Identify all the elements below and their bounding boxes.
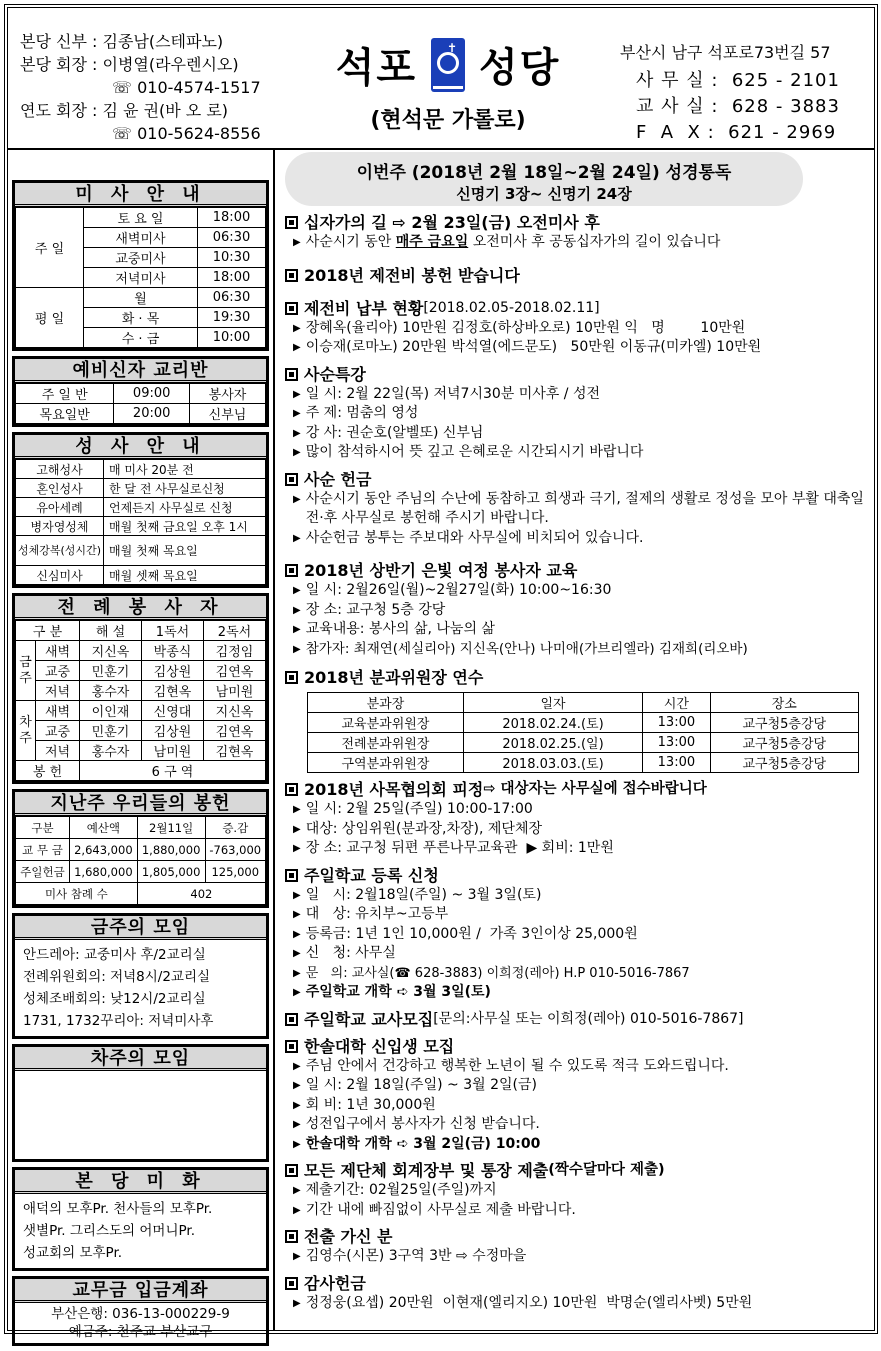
table-cell: 봉 헌 — [16, 761, 80, 781]
table-row — [16, 384, 266, 404]
parish-title: 석포 ✝ 성당 — [318, 36, 578, 93]
sidebar — [12, 180, 269, 1351]
triangle-bullet-icon: ▶ — [293, 1138, 301, 1150]
list-item: ▶ 제출기간: 02월25일(주일)까지 — [285, 1181, 870, 1201]
table-cell: 유아세례 — [16, 498, 104, 517]
list-item: ▶ 강 사: 권순호(알벨또) 신부님 — [285, 424, 870, 444]
table-cell: 13:00 — [643, 733, 710, 753]
section-title: 2018년 제전비 봉헌 받습니다 — [285, 265, 870, 286]
prayer-president-phone: ☏ 010-5624-8556 — [112, 124, 261, 143]
training-table — [307, 692, 859, 773]
table-cell: 민훈기 — [80, 721, 142, 741]
account-info: 부산은행: 036-13-000229-9 예금주: 천주교 부산교구 — [51, 1306, 230, 1340]
list-item: ▶ 기간 내에 빠짐없이 사무실로 제출 바랍니다. — [285, 1201, 870, 1221]
table-row — [16, 883, 266, 905]
section-title: 2018년 사목협의회 피정 ⇨ 대상자는 사무실에 접수바랍니다 — [285, 779, 870, 800]
triangle-bullet-icon: ▶ — [293, 1119, 301, 1130]
table-cell: 금주 — [16, 641, 36, 701]
list-item: ▶ 주님 안에서 건강하고 행복한 노년이 될 수 있도록 적극 도와드립니다. — [285, 1057, 870, 1077]
list-item: ▶ 일 시: 2월26일(월)~2월27일(화) 10:00~16:30 — [285, 581, 870, 601]
table-cell: 새벽미사 — [84, 228, 198, 248]
table-row — [16, 861, 266, 883]
patron-subtitle: (현석문 가롤로) — [370, 108, 526, 133]
section-title: 한솔대학 신입생 모집 — [285, 1036, 870, 1057]
triangle-bullet-icon: ▶ — [293, 823, 301, 835]
triangle-bullet-icon: ▶ — [293, 1251, 301, 1262]
fax-number: F A X : 621 - 2969 — [636, 122, 837, 143]
offerings-box — [12, 789, 269, 908]
triangle-bullet-icon: ▶ — [293, 532, 301, 544]
table-row — [16, 404, 266, 424]
table-row — [16, 817, 266, 839]
prayer-president-row: 연도 회장 : 김 윤 권(바 오 로) — [20, 101, 229, 120]
table-cell: 신심미사 — [16, 566, 104, 585]
triangle-bullet-icon: ▶ — [293, 585, 301, 596]
table-cell: 20:00 — [114, 404, 190, 424]
table-row — [16, 701, 266, 721]
table-cell: 2018.02.24.(토) — [463, 713, 642, 733]
square-bullet-icon — [285, 1040, 298, 1053]
list-item: ▶ 사순시기 동안 매주 금요일 오전미사 후 공동십자가의 길이 있습니다 — [285, 233, 870, 253]
triangle-bullet-icon: ▶ — [293, 1297, 301, 1309]
section-title: 2018년 상반기 은빛 여정 봉사자 교육 — [285, 560, 870, 581]
president-phone: ☏ 010-4574-1517 — [112, 78, 261, 97]
table-row — [16, 517, 266, 536]
president-name: 이병열(라우렌시오) — [102, 55, 239, 74]
table-row — [16, 479, 266, 498]
president-row: 본당 회장 : 이병열(라우렌시오) — [20, 55, 239, 74]
section-moved — [285, 1226, 870, 1267]
table-cell: 증.감 — [205, 817, 266, 839]
box-title: 미 사 안 내 — [15, 183, 266, 207]
table-cell: 2018.02.25.(일) — [463, 733, 642, 753]
table-cell: 혼인성사 — [16, 479, 104, 498]
table-cell: 구역분과위원장 — [308, 753, 464, 773]
section-title: 2018년 분과위원장 연수 — [285, 667, 870, 688]
list-item: ▶ 회 비: 1년 30,000원 — [285, 1096, 870, 1116]
table-cell: 신부님 — [189, 404, 265, 424]
table-cell: 김상원 — [142, 721, 204, 741]
section-lecture — [285, 364, 870, 463]
section-title: 주일학교 등록 신청 — [285, 865, 870, 886]
square-bullet-icon — [285, 564, 298, 577]
triangle-bullet-icon: ▶ — [293, 987, 301, 998]
table-row — [16, 566, 266, 585]
table-cell: -763,000 — [205, 839, 266, 861]
triangle-bullet-icon: ▶ — [293, 322, 301, 334]
table-cell: 19:30 — [198, 308, 266, 328]
table-row — [16, 621, 266, 641]
triangle-bullet-icon: ▶ — [293, 624, 301, 635]
table-cell: 18:00 — [198, 208, 266, 228]
pastor-name: 김종남(스테파노) — [102, 32, 224, 51]
table-cell: 6 구 역 — [80, 761, 266, 781]
parish-title-block — [318, 36, 578, 134]
table-cell: 구 분 — [16, 621, 80, 641]
list-item: ▶ 등록금: 1년 1인 10,000원 / 가족 3인이상 25,000원 — [285, 925, 870, 945]
table-cell: 시간 — [643, 693, 710, 713]
list-item: ▶ 대 상: 유치부~고등부 — [285, 905, 870, 925]
column-divider — [273, 150, 275, 1330]
account-box — [12, 1276, 269, 1346]
teacher-room-phone: 교 사 실 : 628 - 3883 — [636, 96, 840, 117]
table-cell: 홍수자 — [80, 741, 142, 761]
mass-table — [15, 207, 266, 348]
section-sunday-school — [285, 865, 870, 1003]
address: 부산시 남구 석포로73번길 57 — [620, 43, 831, 62]
table-cell: 13:00 — [643, 713, 710, 733]
table-cell: 주 일 반 — [16, 384, 114, 404]
list-item: ▶ 사순시기 동안 주님의 수난에 동참하고 희생과 극기, 절제의 생활로 정성을 모아 부활 대축일 전·후 사무실로 봉헌해 주시기 바랍니다. — [285, 490, 870, 529]
catechumen-box — [12, 356, 269, 427]
list-item: ▶ 일 시: 2월 22일(목) 저녁7시30분 미사후 / 성전 — [285, 385, 870, 405]
triangle-bullet-icon: ▶ — [293, 604, 301, 616]
table-cell: 예산액 — [70, 817, 138, 839]
box-title: 본 당 미 화 — [15, 1170, 266, 1194]
table-cell: 매월 셋째 목요일 — [104, 566, 266, 585]
triangle-bullet-icon: ▶ — [293, 967, 301, 979]
table-cell: 저녁미사 — [84, 268, 198, 288]
table-cell: 교구청5층강당 — [710, 713, 858, 733]
table-cell: 저녁 — [36, 741, 80, 761]
section-cross — [285, 212, 870, 253]
table-cell: 교육분과위원장 — [308, 713, 464, 733]
table-row — [16, 208, 266, 228]
table-cell: 박종식 — [142, 641, 204, 661]
table-cell: 2독서 — [204, 621, 266, 641]
square-bullet-icon — [285, 671, 298, 684]
table-cell: 06:30 — [198, 228, 266, 248]
table-cell: 18:00 — [198, 268, 266, 288]
square-bullet-icon — [285, 869, 298, 882]
square-bullet-icon — [285, 783, 298, 796]
table-row — [16, 681, 266, 701]
table-row — [16, 641, 266, 661]
table-cell: 10:00 — [198, 328, 266, 348]
table-cell: 민훈기 — [80, 661, 142, 681]
table-cell: 교구청5층강당 — [710, 753, 858, 773]
section-offering-2018 — [285, 265, 870, 286]
table-cell: 김연옥 — [204, 661, 266, 681]
table-cell: 토 요 일 — [84, 208, 198, 228]
staff-info — [20, 30, 261, 145]
triangle-bullet-icon: ▶ — [293, 237, 301, 248]
list-item: ▶ 김영수(시몬) 3구역 3반 ⇨ 수정마을 — [285, 1247, 870, 1267]
table-cell: 봉사자 — [189, 384, 265, 404]
table-cell: 홍수자 — [80, 681, 142, 701]
table-row — [16, 761, 266, 781]
table-row — [308, 733, 859, 753]
list-item: ▶ 한솔대학 개학 ➪ 3월 2일(금) 10:00 — [285, 1135, 870, 1155]
triangle-bullet-icon: ▶ — [293, 928, 301, 940]
section-title: 사순 헌금 — [285, 469, 870, 490]
table-cell: 미사 참례 수 — [16, 883, 138, 905]
table-cell: 김연옥 — [204, 721, 266, 741]
square-bullet-icon — [285, 216, 298, 229]
table-row — [308, 693, 859, 713]
list-item: ▶ 대상: 상임위원(분과장,차장), 제단체장 — [285, 820, 870, 840]
triangle-bullet-icon: ▶ — [293, 408, 301, 419]
square-bullet-icon — [285, 473, 298, 486]
section-title: 주일학교 교사모집 [문의:사무실 또는 이희정(레아) 010-5016-7867] — [285, 1009, 870, 1030]
table-cell: 언제든지 사무실로 신청 — [104, 498, 266, 517]
list-item: ▶ 정정웅(요셉) 20만원 이현재(엘리지오) 10만원 박명순(엘리사벳) 5만원 — [285, 1294, 870, 1314]
table-cell: 김현옥 — [204, 741, 266, 761]
section-hansol — [285, 1036, 870, 1155]
phone-icon: ☏ — [112, 78, 133, 97]
mass-schedule-box — [12, 180, 269, 351]
list-item: ▶ 주 제: 멈춤의 영성 — [285, 404, 870, 424]
table-cell: 평 일 — [16, 288, 84, 348]
section-title: 제전비 납부 현황 [2018.02.05-2018.02.11] — [285, 298, 870, 319]
table-cell: 고해성사 — [16, 460, 104, 479]
section-title: 사순특강 — [285, 364, 870, 385]
triangle-bullet-icon: ▶ — [293, 1204, 301, 1216]
triangle-bullet-icon: ▶ — [293, 342, 301, 353]
section-payment — [285, 298, 870, 358]
table-cell: 지신옥 — [80, 641, 142, 661]
triangle-bullet-icon: ▶ — [293, 388, 301, 400]
table-cell: 한 달 전 사무실로신청 — [104, 479, 266, 498]
table-cell: 새벽 — [36, 701, 80, 721]
triangle-bullet-icon: ▶ — [293, 804, 301, 815]
square-bullet-icon — [285, 269, 298, 282]
table-cell: 해 설 — [80, 621, 142, 641]
triangle-bullet-icon: ▶ — [293, 1060, 301, 1072]
triangle-bullet-icon: ▶ — [293, 1099, 301, 1111]
servers-box — [12, 593, 269, 784]
meetings-list: 안드레아: 교중미사 후/2교리실 전례위원회의: 저녁8시/2교리실 성체조배회의: 낮12시/2교리실 1731, 1732꾸리아: 저녁미사후 — [23, 947, 214, 1029]
table-cell: 새벽 — [36, 641, 80, 661]
triangle-bullet-icon: ▶ — [293, 909, 301, 920]
square-bullet-icon — [285, 302, 298, 315]
table-cell: 구분 — [16, 817, 70, 839]
parish-logo-icon: ✝ — [431, 38, 465, 92]
list-item: ▶ 사순헌금 봉투는 주보대와 사무실에 비치되어 있습니다. — [285, 529, 870, 549]
table-cell: 매 미사 20분 전 — [104, 460, 266, 479]
table-row — [16, 661, 266, 681]
table-cell: 병자영성체 — [16, 517, 104, 536]
table-cell: 전례분과위원장 — [308, 733, 464, 753]
flowers-list: 애덕의 모후Pr. 천사들의 모후Pr. 샛별Pr. 그리스도의 어머니Pr. 성교회의 모후Pr. — [23, 1201, 213, 1261]
table-cell: 13:00 — [643, 753, 710, 773]
list-item: ▶ 일 시: 2월18일(주일) ~ 3월 3일(토) — [285, 886, 870, 906]
table-cell: 125,000 — [205, 861, 266, 883]
table-row — [16, 839, 266, 861]
section-title: 전출 가신 분 — [285, 1226, 870, 1247]
triangle-bullet-icon: ▶ — [293, 643, 301, 655]
table-cell: 남미원 — [142, 741, 204, 761]
table-cell: 1독서 — [142, 621, 204, 641]
sacraments-table — [15, 459, 266, 585]
table-cell: 매월 첫째 목요일 — [104, 536, 266, 566]
table-row — [16, 460, 266, 479]
box-title: 교무금 입금계좌 — [15, 1279, 266, 1303]
servers-table — [15, 620, 266, 781]
section-retreat — [285, 779, 870, 859]
box-title: 차주의 모임 — [15, 1047, 266, 1071]
table-row — [16, 741, 266, 761]
square-bullet-icon — [285, 368, 298, 381]
table-cell: 성체강복(성시간) — [16, 536, 104, 566]
table-cell: 월 — [84, 288, 198, 308]
list-item: ▶ 장 소: 교구청 뒤편 푸른나무교육관 ▶ 회비: 1만원 — [285, 839, 870, 859]
next-week-meetings-box — [12, 1044, 269, 1162]
section-volunteer-training — [285, 560, 870, 659]
list-item: ▶ 장혜옥(율리아) 10만원 김정호(하상바오로) 10만원 익 명 10만원 — [285, 319, 870, 339]
list-item: ▶ 교육내용: 봉사의 삶, 나눔의 삶 — [285, 620, 870, 640]
this-week-meetings-box — [12, 913, 269, 1039]
table-cell: 김상원 — [142, 661, 204, 681]
table-cell: 402 — [137, 883, 265, 905]
box-title: 예비신자 교리반 — [15, 359, 266, 383]
table-cell: 남미원 — [204, 681, 266, 701]
section-ledgers — [285, 1160, 870, 1220]
table-cell: 주일헌금 — [16, 861, 70, 883]
triangle-bullet-icon: ▶ — [293, 447, 301, 458]
table-row — [308, 713, 859, 733]
table-cell: 교중 — [36, 661, 80, 681]
table-row — [308, 753, 859, 773]
list-item: ▶ 일 시: 2월 25일(주일) 10:00-17:00 — [285, 800, 870, 820]
box-title: 성 사 안 내 — [15, 435, 266, 459]
triangle-bullet-icon: ▶ — [293, 493, 301, 505]
table-cell: 09:00 — [114, 384, 190, 404]
triangle-bullet-icon: ▶ — [293, 843, 301, 854]
office-phone: 사 무 실 : 625 - 2101 — [636, 70, 840, 91]
section-title: 감사헌금 — [285, 1273, 870, 1294]
table-cell: 교 무 금 — [16, 839, 70, 861]
table-cell: 1,805,000 — [137, 861, 205, 883]
list-item: ▶ 성전입구에서 봉사자가 신청 받습니다. — [285, 1115, 870, 1135]
bible-reading-banner: 이번주 (2018년 2월 18일~2월 24일) 성경통독 신명기 3장~ 신명기 24장 — [285, 152, 803, 206]
table-cell: 지신옥 — [204, 701, 266, 721]
triangle-bullet-icon: ▶ — [293, 889, 301, 901]
table-cell: 교구청5층강당 — [710, 733, 858, 753]
pastor-row: 본당 신부 : 김종남(스테파노) — [20, 32, 224, 51]
section-committee-training — [285, 667, 870, 773]
sacraments-box — [12, 432, 269, 588]
list-item: ▶ 참가자: 최재연(세실리아) 지신옥(안나) 나미애(가브리엘라) 김재희(리오바) — [285, 640, 870, 660]
list-item: ▶ 주일학교 개학 ➪ 3월 3일(토) — [285, 983, 870, 1003]
table-cell: 일자 — [463, 693, 642, 713]
box-title: 지난주 우리들의 봉헌 — [15, 792, 266, 816]
square-bullet-icon — [285, 1277, 298, 1290]
table-row — [16, 721, 266, 741]
section-title: 십자가의 길 ⇨ 2월 23일(금) 오전미사 후 — [285, 212, 870, 233]
table-row — [16, 288, 266, 308]
table-cell: 1,880,000 — [137, 839, 205, 861]
list-item: ▶ 장 소: 교구청 5층 강당 — [285, 601, 870, 621]
header — [8, 8, 874, 150]
table-cell: 교중미사 — [84, 248, 198, 268]
table-cell: 장소 — [710, 693, 858, 713]
table-cell: 신영대 — [142, 701, 204, 721]
table-cell: 김현옥 — [142, 681, 204, 701]
table-cell: 교중 — [36, 721, 80, 741]
main-content — [285, 152, 870, 1313]
box-title: 전 례 봉 사 자 — [15, 596, 266, 620]
triangle-bullet-icon: ▶ — [293, 948, 301, 959]
table-cell: 목요일반 — [16, 404, 114, 424]
contact-info — [620, 40, 840, 146]
table-cell: 수 · 금 — [84, 328, 198, 348]
flowers-box — [12, 1167, 269, 1271]
table-cell: 분과장 — [308, 693, 464, 713]
table-cell: 1,680,000 — [70, 861, 138, 883]
meetings-list — [15, 1071, 266, 1159]
table-cell: 주 일 — [16, 208, 84, 288]
table-cell: 이인재 — [80, 701, 142, 721]
list-item: ▶ 일 시: 2월 18일(주일) ~ 3월 2일(금) — [285, 1076, 870, 1096]
box-title: 금주의 모임 — [15, 916, 266, 940]
section-thanks — [285, 1273, 870, 1314]
table-cell: 06:30 — [198, 288, 266, 308]
phone-icon: ☏ — [112, 124, 133, 143]
list-item: ▶ 많이 참석하시어 뜻 깊고 은혜로운 시간되시기 바랍니다 — [285, 443, 870, 463]
table-cell: 2월11일 — [137, 817, 205, 839]
table-cell: 저녁 — [36, 681, 80, 701]
table-row — [16, 498, 266, 517]
square-bullet-icon — [285, 1230, 298, 1243]
section-title: 모든 제단체 회계장부 및 통장 제출 (짝수달마다 제출) — [285, 1160, 870, 1181]
list-item: ▶ 문 의: 교사실(☎ 628-3883) 이희정(레아) H.P 010-5016-7867 — [285, 964, 870, 984]
triangle-bullet-icon: ▶ — [293, 1185, 301, 1196]
table-cell: 매월 첫째 금요일 오후 1시 — [104, 517, 266, 536]
table-cell: 10:30 — [198, 248, 266, 268]
table-cell: 2018.03.03.(토) — [463, 753, 642, 773]
triangle-bullet-icon: ▶ — [293, 1080, 301, 1091]
list-item: ▶ 이승재(로마노) 20만원 박석열(에드문도) 50만원 이동규(미카엘) 10만원 — [285, 338, 870, 358]
table-cell: 2,643,000 — [70, 839, 138, 861]
square-bullet-icon — [285, 1164, 298, 1177]
table-cell: 화 · 목 — [84, 308, 198, 328]
prayer-president-name: 김 윤 권(바 오 로) — [102, 101, 229, 120]
catechumen-table — [15, 383, 266, 424]
table-row — [16, 536, 266, 566]
section-teacher-recruit — [285, 1009, 870, 1030]
offerings-table — [15, 816, 266, 905]
list-item: ▶ 신 청: 사무실 — [285, 944, 870, 964]
table-cell: 김정임 — [204, 641, 266, 661]
table-cell: 차주 — [16, 701, 36, 761]
square-bullet-icon — [285, 1013, 298, 1026]
section-lent-offering — [285, 469, 870, 549]
triangle-bullet-icon: ▶ — [293, 427, 301, 439]
